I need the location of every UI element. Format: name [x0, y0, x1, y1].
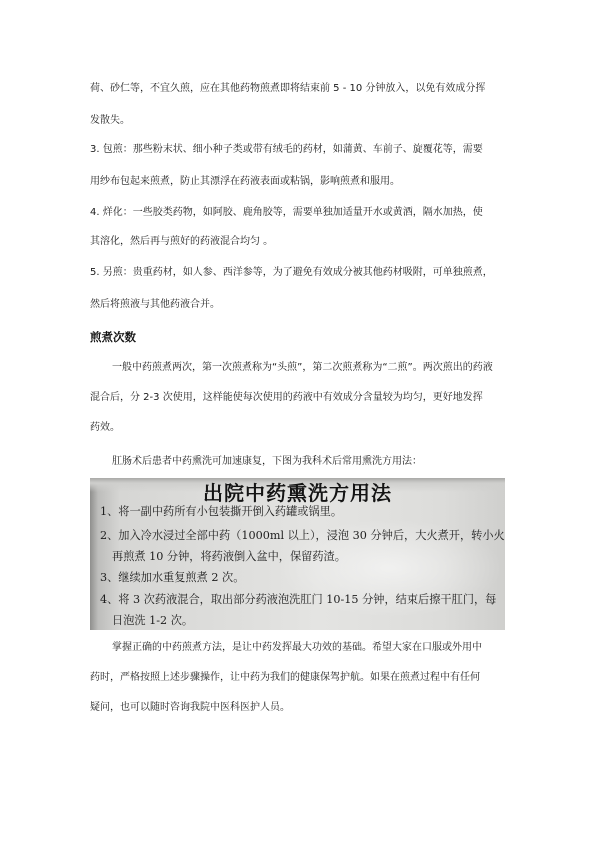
paragraph-line: 发散失。 — [90, 115, 130, 126]
paragraph-line: 荷、砂仁等，不宜久煎，应在其他药物煎煮即将结束前 5 - 10 分钟放入，以免有效成分挥 — [90, 83, 486, 94]
section-heading: 煎煮次数 — [90, 330, 136, 344]
figure-title: 出院中药熏洗方用法 — [203, 481, 392, 505]
paragraph-line: 掌握正确的中药煎煮方法，是让中药发挥最大功效的基础。希望大家在口服或外用中 — [112, 642, 482, 653]
figure-line: 2、加入冷水浸过全部中药（1000ml 以上），浸泡 30 分钟后，大火煮开，转小火 — [100, 529, 505, 542]
list-item-3-line: 用纱布包起来煎煮，防止其漂浮在药液表面或粘锅，影响煎煮和服用。 — [90, 176, 400, 187]
list-item-4-line: 4. 烊化：一些胶类药物，如阿胶、鹿角胶等，需要单独加适量开水或黄酒，隔水加热，使 — [90, 207, 483, 218]
paragraph-line: 疑问，也可以随时咨询我院中医科医护人员。 — [90, 702, 290, 713]
paragraph-line: 肛肠术后患者中药熏洗可加速康复，下图为我科术后常用熏洗方用法： — [112, 456, 422, 467]
paragraph-line: 混合后，分 2-3 次使用，这样能使每次使用的药液中有效成分含量较为均匀，更好地发挥 — [90, 392, 483, 403]
figure-line: 再煎煮 10 分钟，将药液倒入盆中，保留药渣。 — [112, 550, 346, 563]
paragraph-line: 药时，严格按照上述步骤操作，让中药为我们的健康保驾护航。如果在煎煮过程中有任何 — [90, 672, 480, 683]
figure-line: 1、将一副中药所有小包装撕开倒入药罐或锅里。 — [100, 505, 343, 518]
list-item-3-line: 3. 包煎：那些粉末状、细小种子类或带有绒毛的药材，如蒲黄、车前子、旋覆花等，需要 — [90, 144, 483, 155]
figure-line: 日泡洗 1-2 次。 — [112, 614, 194, 627]
list-item-5-line: 然后将煎液与其他药液合并。 — [90, 299, 220, 310]
figure-line: 3、继续加水重复煎煮 2 次。 — [100, 571, 245, 584]
list-item-4-line: 其溶化，然后再与煎好的药液混合均匀 。 — [90, 236, 274, 247]
paragraph-line: 药效。 — [90, 422, 120, 433]
figure-photo — [90, 478, 505, 630]
figure-line: 4、将 3 次药液混合，取出部分药液泡洗肛门 10-15 分钟，结束后擦干肛门，每 — [100, 593, 497, 606]
list-item-5-line: 5. 另煎：贵重药材，如人参、西洋参等，为了避免有效成分被其他药材吸附，可单独煎煮， — [90, 267, 493, 278]
paragraph-line: 一般中药煎煮两次，第一次煎煮称为“头煎”，第二次煎煮称为“二煎”。两次煎出的药液 — [112, 362, 493, 373]
